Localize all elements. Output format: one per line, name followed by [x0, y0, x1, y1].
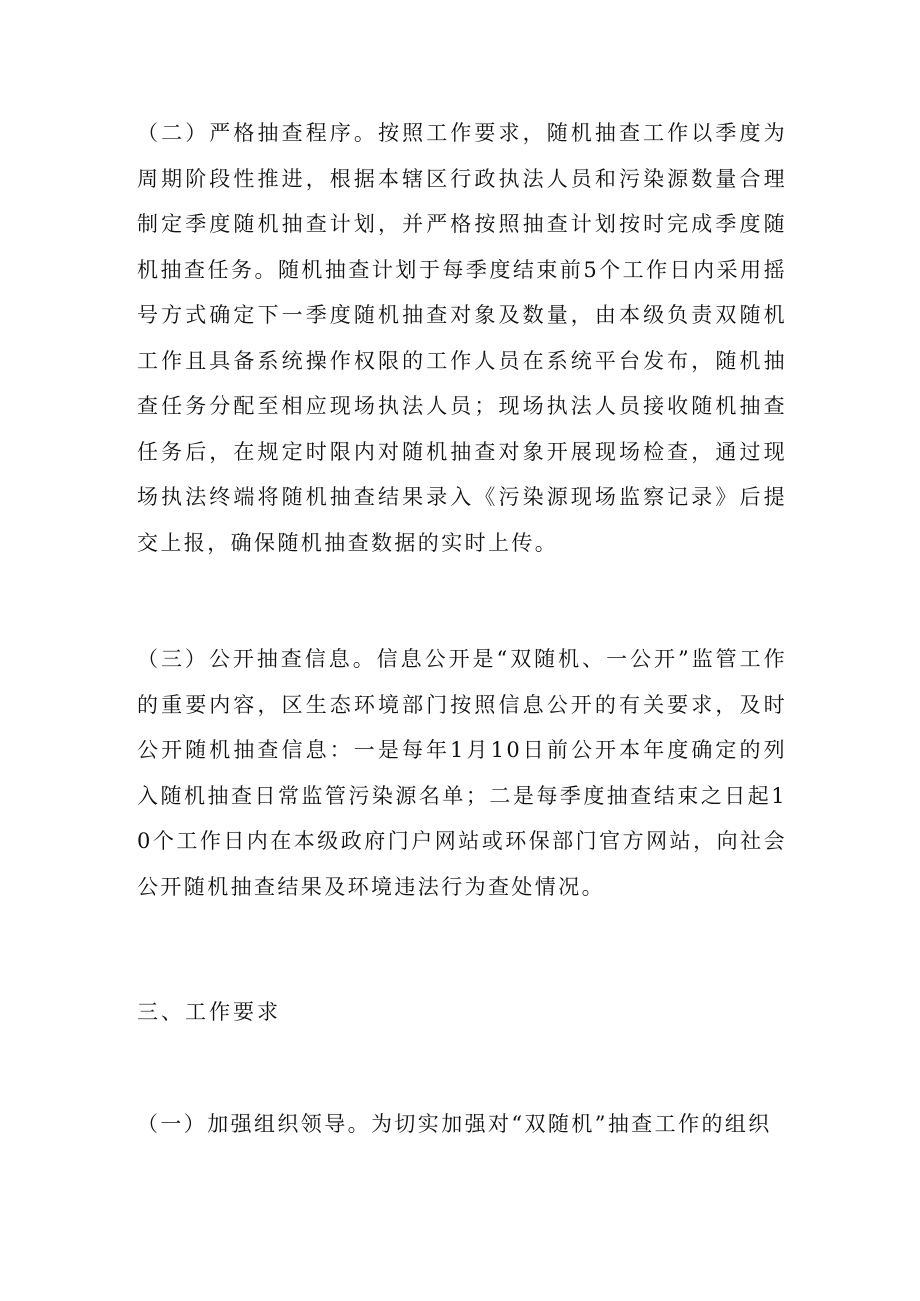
section-heading-work-requirements: 三、工作要求	[137, 1000, 281, 1024]
paragraph-strict-sampling-procedure: （二）严格抽查程序。按照工作要求，随机抽查工作以季度为周期阶段性推进，根据本辖区行政执法人员和污染源数量合理制定季度随机抽查计划，并严格按照抽查计划按时完成季度随机抽查任务。随机抽查计划于每季度结束前5个工作日内采用摇号方式确定下一季度随机抽查对象及数量，由本级负责双随机工作且具备系统操作权限的工作人员在系统平台发布，随机抽查任务分配至相应现场执法人员；现场执法人员接收随机抽查任务后，在规定时限内对随机抽查对象开展现场检查，通过现场执法终端将随机抽查结果录入《污染源现场监察记录》后提交上报，确保随机抽查数据的实时上传。	[137, 121, 787, 555]
paragraph-public-sampling-info: （三）公开抽查信息。信息公开是“双随机、一公开”监管工作的重要内容，区生态环境部门按照信息公开的有关要求，及时公开随机抽查信息：一是每年1月10日前公开本年度确定的列入随机抽查日常监管污染源名单；二是每季度抽查结束之日起10个工作日内在本级政府门户网站或环保部门官方网站，向社会公开随机抽查结果及环境违法行为查处情况。	[137, 647, 787, 899]
paragraph-strengthen-leadership: （一）加强组织领导。为切实加强对“双随机”抽查工作的组织	[137, 1112, 772, 1136]
